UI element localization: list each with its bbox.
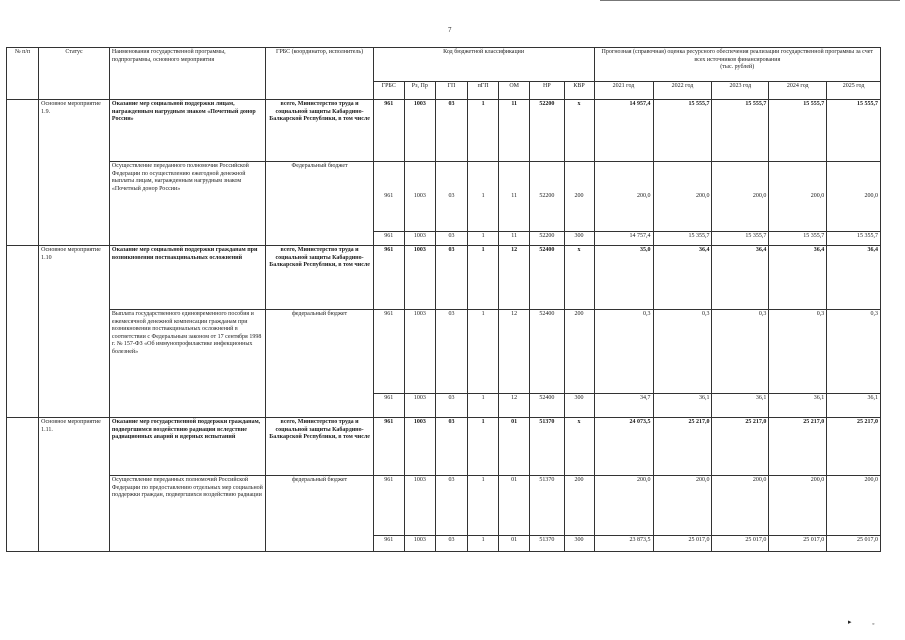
code-cell: 1 bbox=[468, 310, 499, 394]
code-cell: 1003 bbox=[404, 394, 435, 418]
amount-cell: 15 355,7 bbox=[712, 232, 769, 246]
table-row bbox=[7, 246, 881, 310]
code-cell: 03 bbox=[435, 246, 467, 310]
code-cell: 1003 bbox=[404, 246, 435, 310]
amount-cell: 200,0 bbox=[594, 476, 653, 536]
code-cell: 01 bbox=[499, 418, 530, 476]
amount-cell: 25 017,0 bbox=[769, 536, 827, 552]
amount-cell: 34,7 bbox=[594, 394, 653, 418]
header-code-col: ОМ bbox=[499, 82, 530, 100]
amount-cell: 14 957,4 bbox=[594, 100, 653, 162]
code-cell: 01 bbox=[499, 536, 530, 552]
code-cell: 12 bbox=[499, 310, 530, 394]
amount-cell: 0,3 bbox=[594, 310, 653, 394]
row-num-cell bbox=[7, 100, 39, 246]
code-cell: 961 bbox=[373, 310, 404, 394]
code-cell: 1003 bbox=[404, 310, 435, 394]
code-cell: 1 bbox=[468, 232, 499, 246]
amount-cell: 0,3 bbox=[712, 310, 769, 394]
amount-cell: 36,4 bbox=[712, 246, 769, 310]
amount-cell: 36,1 bbox=[712, 394, 769, 418]
amount-cell: 200,0 bbox=[653, 162, 712, 232]
grbs-cell: всего, Министерство труда и социальной защиты Кабардино-Балкарской Республики, в том числе bbox=[266, 246, 373, 310]
subitem-name-cell: Осуществление переданных полномочий Российской Федерации по предоставлению отдельных мер социальной поддержки граждан, подвергшихся воздействию радиации bbox=[109, 476, 266, 552]
code-cell: 03 bbox=[435, 418, 467, 476]
amount-cell: 15 355,7 bbox=[827, 232, 881, 246]
code-cell: 300 bbox=[564, 536, 594, 552]
code-cell: 1 bbox=[468, 418, 499, 476]
status-cell: Основное мероприятие 1.10 bbox=[39, 246, 110, 418]
code-cell: 961 bbox=[373, 418, 404, 476]
subitem-name-cell: Выплата государственного единовременного пособия и ежемесячной денежной компенсации гражданам при возникновении поствакцинальных осложнений в соответствии с Федеральным законом от 17 сентября 1998 г. № 157-ФЗ «Об иммунопрофилактике инфекционных болезней» bbox=[109, 310, 266, 418]
amount-cell: 15 355,7 bbox=[769, 232, 827, 246]
code-cell: 51370 bbox=[530, 536, 564, 552]
subitem-name-cell: Осуществление переданного полномочия Российской Федерации по осуществлению ежегодной денежной выплаты лицам, награжденным нагрудным знаком «Почетный донор России» bbox=[109, 162, 266, 246]
header-code-group: Код бюджетной классификации bbox=[373, 48, 594, 82]
code-cell: 1003 bbox=[404, 418, 435, 476]
code-cell: 03 bbox=[435, 232, 467, 246]
code-cell: 52200 bbox=[530, 232, 564, 246]
header-code-col: ГРБС bbox=[373, 82, 404, 100]
header-status: Статус bbox=[39, 48, 110, 100]
header-forecast-title: Прогнозная (справочная) оценка ресурсного обеспечения реализации государственной программы за счет всех источников финансирования bbox=[601, 49, 873, 63]
amount-cell: 24 073,5 bbox=[594, 418, 653, 476]
code-cell: 1 bbox=[468, 162, 499, 232]
header-code-col: КВР bbox=[564, 82, 594, 100]
amount-cell: 35,0 bbox=[594, 246, 653, 310]
code-cell: 03 bbox=[435, 536, 467, 552]
amount-cell: 0,3 bbox=[827, 310, 881, 394]
amount-cell: 25 017,0 bbox=[827, 536, 881, 552]
header-code-col: Рз, Пр bbox=[404, 82, 435, 100]
amount-cell: 15 555,7 bbox=[769, 100, 827, 162]
scan-mark: ◦ bbox=[872, 620, 875, 628]
header-year-col: 2023 год bbox=[712, 82, 769, 100]
code-cell: x bbox=[564, 418, 594, 476]
amount-cell: 25 217,0 bbox=[769, 418, 827, 476]
code-cell: 51370 bbox=[530, 476, 564, 536]
code-cell: 03 bbox=[435, 394, 467, 418]
code-cell: 1 bbox=[468, 536, 499, 552]
code-cell: 52400 bbox=[530, 310, 564, 394]
table-row bbox=[7, 100, 881, 162]
code-cell: 200 bbox=[564, 310, 594, 394]
amount-cell: 14 757,4 bbox=[594, 232, 653, 246]
table-row bbox=[7, 476, 881, 536]
code-cell: 961 bbox=[373, 476, 404, 536]
code-cell: 1 bbox=[468, 100, 499, 162]
header-year-col: 2021 год bbox=[594, 82, 653, 100]
table-body bbox=[7, 100, 881, 552]
amount-cell: 200,0 bbox=[827, 476, 881, 536]
code-cell: 03 bbox=[435, 476, 467, 536]
code-cell: 961 bbox=[373, 536, 404, 552]
amount-cell: 200,0 bbox=[769, 162, 827, 232]
amount-cell: 200,0 bbox=[827, 162, 881, 232]
code-cell: 51370 bbox=[530, 418, 564, 476]
amount-cell: 200,0 bbox=[769, 476, 827, 536]
funding-source-cell: федеральный бюджет bbox=[266, 476, 373, 552]
code-cell: 1003 bbox=[404, 476, 435, 536]
amount-cell: 15 555,7 bbox=[827, 100, 881, 162]
measure-name-cell: Оказание мер государственной поддержки гражданам, подвергшимся воздействию радиации вследствие радиационных аварий и ядерных испытаний bbox=[109, 418, 266, 476]
amount-cell: 0,3 bbox=[653, 310, 712, 394]
header-code-col: НР bbox=[530, 82, 564, 100]
funding-source-cell: федеральный бюджет bbox=[266, 310, 373, 418]
amount-cell: 15 555,7 bbox=[653, 100, 712, 162]
header-code-col: пГП bbox=[468, 82, 499, 100]
amount-cell: 25 217,0 bbox=[827, 418, 881, 476]
budget-table bbox=[6, 47, 881, 552]
code-cell: 01 bbox=[499, 476, 530, 536]
header-year-col: 2025 год bbox=[827, 82, 881, 100]
code-cell: 52400 bbox=[530, 246, 564, 310]
amount-cell: 36,4 bbox=[653, 246, 712, 310]
table-row bbox=[7, 310, 881, 394]
code-cell: 52200 bbox=[530, 162, 564, 232]
header-year-col: 2022 год bbox=[653, 82, 712, 100]
amount-cell: 36,1 bbox=[827, 394, 881, 418]
header-forecast-unit: (тыс. рублей) bbox=[720, 64, 755, 71]
scan-mark: ▸ bbox=[848, 618, 852, 626]
amount-cell: 25 217,0 bbox=[653, 418, 712, 476]
code-cell: 961 bbox=[373, 394, 404, 418]
amount-cell: 15 555,7 bbox=[712, 100, 769, 162]
code-cell: 52200 bbox=[530, 100, 564, 162]
code-cell: 12 bbox=[499, 246, 530, 310]
code-cell: 11 bbox=[499, 162, 530, 232]
amount-cell: 36,4 bbox=[827, 246, 881, 310]
top-rule bbox=[600, 0, 900, 1]
code-cell: 1 bbox=[468, 246, 499, 310]
measure-name-cell: Оказание мер социальной поддержки гражданам при возникновении поствакцинальных осложнений bbox=[109, 246, 266, 310]
header-year-col: 2024 год bbox=[769, 82, 827, 100]
code-cell: x bbox=[564, 100, 594, 162]
amount-cell: 200,0 bbox=[653, 476, 712, 536]
amount-cell: 36,1 bbox=[653, 394, 712, 418]
code-cell: 200 bbox=[564, 162, 594, 232]
code-cell: 12 bbox=[499, 394, 530, 418]
code-cell: 03 bbox=[435, 310, 467, 394]
grbs-cell: всего, Министерство труда и социальной защиты Кабардино-Балкарской Республики, в том числе bbox=[266, 100, 373, 162]
amount-cell: 25 017,0 bbox=[712, 536, 769, 552]
header-code-col: ГП bbox=[435, 82, 467, 100]
header-name: Наименования государственной программы, подпрограммы, основного мероприятия bbox=[109, 48, 266, 100]
status-cell: Основное мероприятие 1.9. bbox=[39, 100, 110, 246]
code-cell: 52400 bbox=[530, 394, 564, 418]
code-cell: 1 bbox=[468, 394, 499, 418]
code-cell: 1 bbox=[468, 476, 499, 536]
code-cell: 1003 bbox=[404, 232, 435, 246]
code-cell: 961 bbox=[373, 246, 404, 310]
code-cell: 961 bbox=[373, 100, 404, 162]
code-cell: 1003 bbox=[404, 536, 435, 552]
code-cell: x bbox=[564, 246, 594, 310]
code-cell: 11 bbox=[499, 100, 530, 162]
code-cell: 03 bbox=[435, 162, 467, 232]
amount-cell: 200,0 bbox=[712, 162, 769, 232]
code-cell: 11 bbox=[499, 232, 530, 246]
amount-cell: 0,3 bbox=[769, 310, 827, 394]
amount-cell: 25 217,0 bbox=[712, 418, 769, 476]
amount-cell: 200,0 bbox=[594, 162, 653, 232]
code-cell: 961 bbox=[373, 162, 404, 232]
grbs-cell: всего, Министерство труда и социальной защиты Кабардино-Балкарской Республики, в том числе bbox=[266, 418, 373, 476]
amount-cell: 23 873,5 bbox=[594, 536, 653, 552]
code-cell: 03 bbox=[435, 100, 467, 162]
code-cell: 1003 bbox=[404, 162, 435, 232]
code-cell: 300 bbox=[564, 394, 594, 418]
code-cell: 200 bbox=[564, 476, 594, 536]
code-cell: 300 bbox=[564, 232, 594, 246]
row-num-cell bbox=[7, 246, 39, 418]
page-number: 7 bbox=[448, 26, 452, 34]
table-row bbox=[7, 418, 881, 476]
amount-cell: 36,1 bbox=[769, 394, 827, 418]
amount-cell: 25 017,0 bbox=[653, 536, 712, 552]
header-forecast-group bbox=[594, 48, 880, 82]
header-grbs: ГРБС (координатор, исполнитель) bbox=[266, 48, 373, 100]
amount-cell: 200,0 bbox=[712, 476, 769, 536]
funding-source-cell: Федеральный бюджет bbox=[266, 162, 373, 246]
measure-name-cell: Оказание мер социальной поддержки лицам, награжденным нагрудным знаком «Почетный донор России» bbox=[109, 100, 266, 162]
amount-cell: 15 355,7 bbox=[653, 232, 712, 246]
row-num-cell bbox=[7, 418, 39, 552]
code-cell: 1003 bbox=[404, 100, 435, 162]
status-cell: Основное мероприятие 1.11. bbox=[39, 418, 110, 552]
header-num: № п/п bbox=[7, 48, 39, 100]
table-row bbox=[7, 162, 881, 232]
amount-cell: 36,4 bbox=[769, 246, 827, 310]
table-header bbox=[7, 48, 881, 100]
code-cell: 961 bbox=[373, 232, 404, 246]
